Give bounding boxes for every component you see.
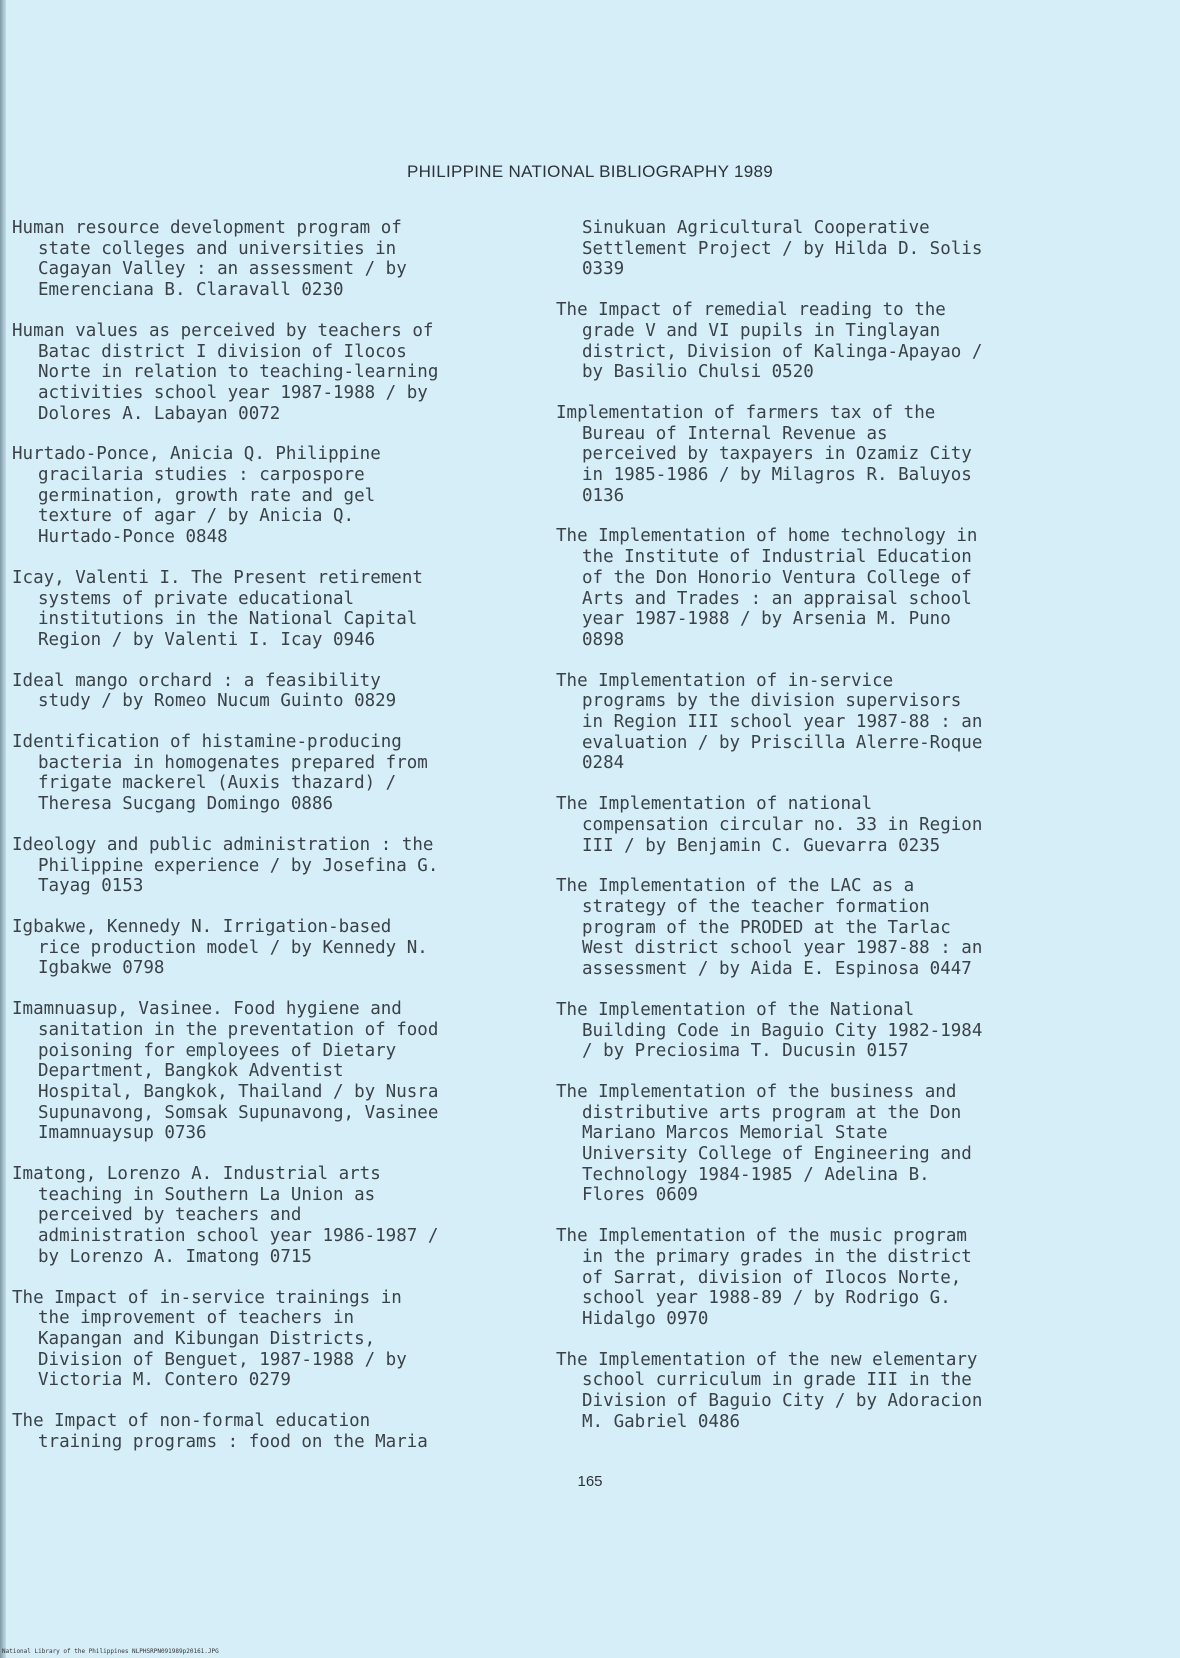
left-column (12, 218, 542, 1472)
bibliography-entry: The Implementation of home technology in the Institute of Industrial Education of the Don Honorio Ventura College of Arts and Trades : an appraisal school year 1987-1988 / by Arsenia M. Puno 0898 (556, 526, 978, 650)
bibliography-entry-continuation: Sinukuan Agricultural Cooperative Settlement Project / by Hilda D. Solis 0339 (582, 218, 983, 280)
bibliography-entry: The Implementation of the business and distributive arts program at the Don Mariano Marcos Memorial State University College of Engineering and Technology 1984-1985 / Adelina B. Flores 0609 (556, 1081, 972, 1206)
bibliography-entry: Identification of histamine-producing bacteria in homogenates prepared from frigate mackerel (Auxis thazard) / Theresa Sucgang Domingo 0886 (12, 732, 428, 815)
bibliography-entry: Ideology and public administration : the Philippine experience / by Josefina G. Tayag 0153 (12, 834, 439, 897)
binding-edge (0, 0, 6, 1658)
bibliography-entry: Hurtado-Ponce, Anicia Q. Philippine gracilaria studies : carpospore germination, growth rate and gel texture of agar / by Anicia Q. Hurtado-Ponce 0848 (12, 444, 381, 548)
bibliography-entry: The Implementation of the new elementary school curriculum in grade III in the Division of Baguio City / by Adoracion M. Gabriel 0486 (556, 1349, 983, 1432)
bibliography-entry: Igbakwe, Kennedy N. Irrigation-based rice production model / by Kennedy N. Igbakwe 0798 (12, 916, 428, 979)
right-column (556, 218, 1076, 1452)
bibliography-entry: The Impact of remedial reading to the grade V and VI pupils in Tinglayan district, Division of Kalinga-Apayao / by Basilio Chulsi 0520 (556, 300, 983, 383)
bibliography-entry: Imamnuasup, Vasinee. Food hygiene and sanitation in the preventation of food poisoning for employees of Dietary Department, Bangkok Adventist Hospital, Bangkok, Thailand / by Nusra Supunavong, Somsak Supunavong, Vasinee Imamnuaysup 0736 (12, 999, 439, 1144)
bibliography-entry: Imatong, Lorenzo A. Industrial arts teaching in Southern La Union as perceived by teachers and administration school year 1986-1987 / by Lorenzo A. Imatong 0715 (12, 1164, 439, 1267)
page-title: PHILIPPINE NATIONAL BIBLIOGRAPHY 1989 (406, 162, 774, 181)
bibliography-entry: The Impact of non-formal education training programs : food on the Maria (12, 1411, 428, 1452)
page-number: 165 (577, 1473, 603, 1490)
bibliography-entry: The Implementation of the National Building Code in Baguio City 1982-1984 / by Preciosima T. Ducusin 0157 (556, 999, 983, 1062)
bibliography-entry: Implementation of farmers tax of the Bureau of Internal Revenue as perceived by taxpayers in Ozamiz City in 1985-1986 / by Milagros R. Baluyos 0136 (556, 402, 972, 506)
bibliography-entry: The Implementation of national compensation circular no. 33 in Region III / by Benjamin C. Guevarra 0235 (556, 794, 983, 856)
bibliography-entry: Icay, Valenti I. The Present retirement systems of private educational institutions in the National Capital Region / by Valenti I. Icay 0946 (12, 567, 423, 650)
bibliography-entry: The Implementation of the music program in the primary grades in the district of Sarrat, division of Ilocos Norte, school year 1988-89 / by Rodrigo G. Hidalgo 0970 (556, 1226, 972, 1329)
bibliography-entry: The Impact of in-service trainings in the improvement of teachers in Kapangan and Kibungan Districts, Division of Benguet, 1987-1988 / by Victoria M. Contero 0279 (12, 1287, 407, 1391)
bibliography-entry: The Implementation of the LAC as a strategy of the teacher formation program of the PRODED at the Tarlac West district school year 1987-88 : an assessment / by Aida E. Espinosa 0447 (556, 876, 983, 980)
bibliography-entry: Ideal mango orchard : a feasibility study / by Romeo Nucum Guinto 0829 (12, 670, 397, 712)
bibliography-entry: Human resource development program of state colleges and universities in Cagayan Valley : an assessment / by Emerenciana B. Claravall 0230 (12, 218, 407, 301)
bibliography-entry: Human values as perceived by teachers of Batac district I division of Ilocos Norte in relation to teaching-learning activities school year 1987-1988 / by Dolores A. Labayan 0072 (12, 320, 439, 424)
scan-credit: National Library of the Philippines NLPHSRPN091989p20161.JPG (2, 1648, 219, 1655)
bibliography-entry: The Implementation of in-service programs by the division supervisors in Region III school year 1987-88 : an evaluation / by Priscilla Alerre-Roque 0284 (556, 670, 983, 774)
